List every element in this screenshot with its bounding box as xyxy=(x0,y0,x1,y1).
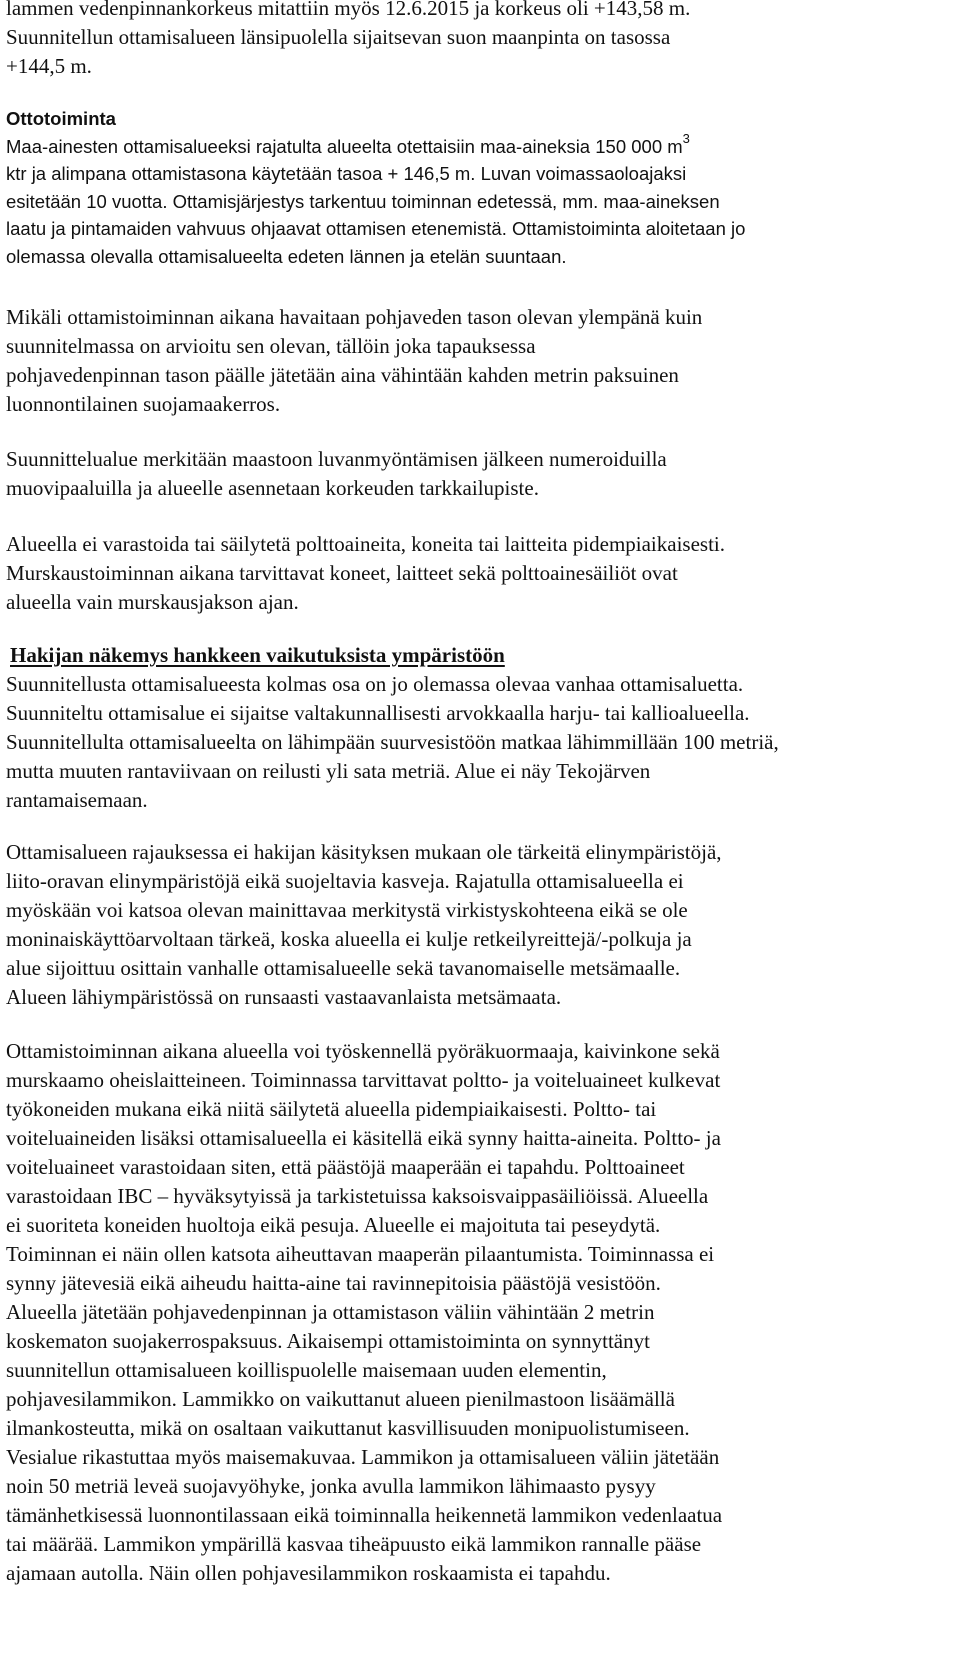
text-line: Mikäli ottamistoiminnan aikana havaitaan pohjaveden tason olevan ylempänä kuin xyxy=(6,305,703,329)
text-line: tämänhetkisessä luonnontilassaan eikä toiminnalla heikennetä lammikon vedenlaatua xyxy=(6,1503,723,1527)
text-line: suunnitellun ottamisalueen koillispuolelle maisemaan uuden elementin, xyxy=(6,1358,607,1382)
text-line: Alueen lähiympäristössä on runsaasti vastaavanlaista metsämaata. xyxy=(6,985,562,1009)
text-line: Vesialue rikastuttaa myös maisemakuvaa. Lammikon ja ottamisalueen väliin jätetään xyxy=(6,1445,720,1469)
text-line: noin 50 metriä leveä suojavyöhyke, jonka avulla lammikon lähimaasto pysyy xyxy=(6,1474,656,1498)
text-line: Suunnitellun ottamisalueen länsipuolella sijaitsevan suon maanpinta on tasossa xyxy=(6,25,671,49)
text-line: työkoneiden mukana eikä niitä säilytetä alueella pidempiaikaisesti. Poltto- tai xyxy=(6,1097,657,1121)
marking-paragraph xyxy=(6,445,954,503)
text-line: Ottamistoiminnan aikana alueella voi työskennellä pyöräkuormaaja, kaivinkone sekä xyxy=(6,1039,720,1063)
text-line: Suunniteltu ottamisalue ei sijaitse valtakunnallisesti arvokkaalla harju- tai kallioalueella. xyxy=(6,701,750,725)
text-line: Suunnitellusta ottamisalueesta kolmas osa on jo olemassa olevaa vanhaa ottamisaluetta. xyxy=(6,672,744,696)
text-line: mutta muuten rantaviivaan on reilusti yli sata metriä. Alue ei näy Tekojärven xyxy=(6,759,651,783)
text-line: rantamaisemaan. xyxy=(6,788,148,812)
text-line: luonnontilainen suojamaakerros. xyxy=(6,392,281,416)
text-line: muovipaaluilla ja alueelle asennetaan korkeuden tarkkailupiste. xyxy=(6,476,539,500)
text-line: ilmankosteutta, mikä on osaltaan vaikuttanut kasvillisuuden monipuolistumiseen. xyxy=(6,1416,690,1440)
text-line: ei suoriteta koneiden huoltoja eikä pesuja. Alueelle ei majoituta tai peseydytä. xyxy=(6,1213,661,1237)
text-line: laatu ja pintamaiden vahvuus ohjaavat ottamisen etenemistä. Ottamistoiminta aloitetaan jo xyxy=(6,218,746,239)
habitats-paragraph xyxy=(6,838,954,1012)
text-line: esitetään 10 vuotta. Ottamisjärjestys tarkentuu toiminnan edetessä, mm. maa-aineksen xyxy=(6,190,720,212)
section-heading: Hakijan näkemys hankkeen vaikutuksista ympäristöön xyxy=(10,643,505,667)
superscript: 3 xyxy=(682,131,690,147)
text-line xyxy=(6,133,954,161)
text-line: suunnitelmassa on arvioitu sen olevan, tällöin joka tapauksessa xyxy=(6,334,536,358)
groundwater-paragraph xyxy=(6,303,954,419)
text-line: lammen vedenpinnankorkeus mitattiin myös 12.6.2015 ja korkeus oli +143,58 m. xyxy=(6,0,691,20)
text-line: synny jätevesiä eikä aiheudu haitta-aine tai ravinnepitoisia päästöjä vesistöön. xyxy=(6,1271,661,1295)
text-line: ajamaan autolla. Näin ollen pohjavesilammikon roskaamista ei tapahdu. xyxy=(6,1561,611,1585)
text-line: koskematon suojakerrospaksuus. Aikaisempi ottamistoiminta on synnyttänyt xyxy=(6,1329,650,1353)
text-line: myöskään voi katsoa olevan mainittavaa merkitystä virkistyskohteena eikä se ole xyxy=(6,898,688,922)
text-line: olemassa olevalla ottamisalueelta edeten lännen ja etelän suuntaan. xyxy=(6,245,567,267)
text-line: Murskaustoiminnan aikana tarvittavat koneet, laitteet sekä polttoainesäiliöt ovat xyxy=(6,561,678,585)
text-line: voiteluaineet varastoidaan siten, että päästöjä maaperään ei tapahdu. Polttoaineet xyxy=(6,1155,685,1179)
text-line: pohjavesilammikon. Lammikko on vaikuttanut alueen pienilmastoon lisäämällä xyxy=(6,1387,675,1411)
text-line: alueella vain murskausjakson ajan. xyxy=(6,590,299,614)
text-line: Ottamisalueen rajauksessa ei hakijan käsityksen mukaan ole tärkeitä elinympäristöjä, xyxy=(6,840,722,864)
impacts-section xyxy=(6,641,954,815)
text-line: Alueella ei varastoida tai säilytetä polttoaineita, koneita tai laitteita pidempiaikaisesti. xyxy=(6,532,726,556)
text-line: Suunnitellulta ottamisalueelta on lähimpään suurvesistöön matkaa lähimmillään 100 metriä, xyxy=(6,730,779,754)
text-fragment: Maa-ainesten ottamisalueeksi rajatulta alueelta otettaisiin maa-aineksia 150 000 m xyxy=(6,135,683,157)
text-line: pohjavedenpinnan tason päälle jätetään aina vähintään kahden metrin paksuinen xyxy=(6,363,679,387)
storage-paragraph xyxy=(6,530,954,617)
text-line: alue sijoittuu osittain vanhalle ottamisalueelle sekä tavanomaiselle metsämaalle. xyxy=(6,956,681,980)
text-line: Alueella jätetään pohjavedenpinnan ja ottamistason väliin vähintään 2 metrin xyxy=(6,1300,655,1324)
text-line: murskaamo oheislaitteineen. Toiminnassa tarvittavat poltto- ja voiteluaineet kulkevat xyxy=(6,1068,721,1092)
text-line: Toiminnan ei näin ollen katsota aiheuttavan maaperän pilaantumista. Toiminnassa ei xyxy=(6,1242,715,1266)
text-line: ktr ja alimpana ottamistasona käytetään tasoa + 146,5 m. Luvan voimassaoloajaksi xyxy=(6,163,687,184)
text-line: voiteluaineiden lisäksi ottamisalueella ei käsitellä eikä synny haitta-aineita. Poltto- ja xyxy=(6,1126,721,1150)
text-line: +144,5 m. xyxy=(6,54,92,78)
operations-paragraph xyxy=(6,1037,954,1588)
text-line: moninaiskäyttöarvoltaan tärkeä, koska alueella ei kulje retkeilyreittejä/-polkuja ja xyxy=(6,927,692,951)
text-line: Suunnittelualue merkitään maastoon luvanmyöntämisen jälkeen numeroiduilla xyxy=(6,447,667,471)
text-line: tai määrää. Lammikon ympärillä kasvaa tiheäpuusto eikä lammikon rannalle pääse xyxy=(6,1532,702,1556)
section-heading: Ottotoiminta xyxy=(6,108,116,129)
text-line: varastoidaan IBC – hyväksytyissä ja tarkistetuissa kaksoisvaippasäiliöissä. Alueella xyxy=(6,1184,709,1208)
intro-paragraph xyxy=(6,0,954,81)
ottotoiminta-section xyxy=(6,105,954,270)
text-line: liito-oravan elinympäristöjä eikä suojeltavia kasveja. Rajatulla ottamisalueella ei xyxy=(6,869,684,893)
